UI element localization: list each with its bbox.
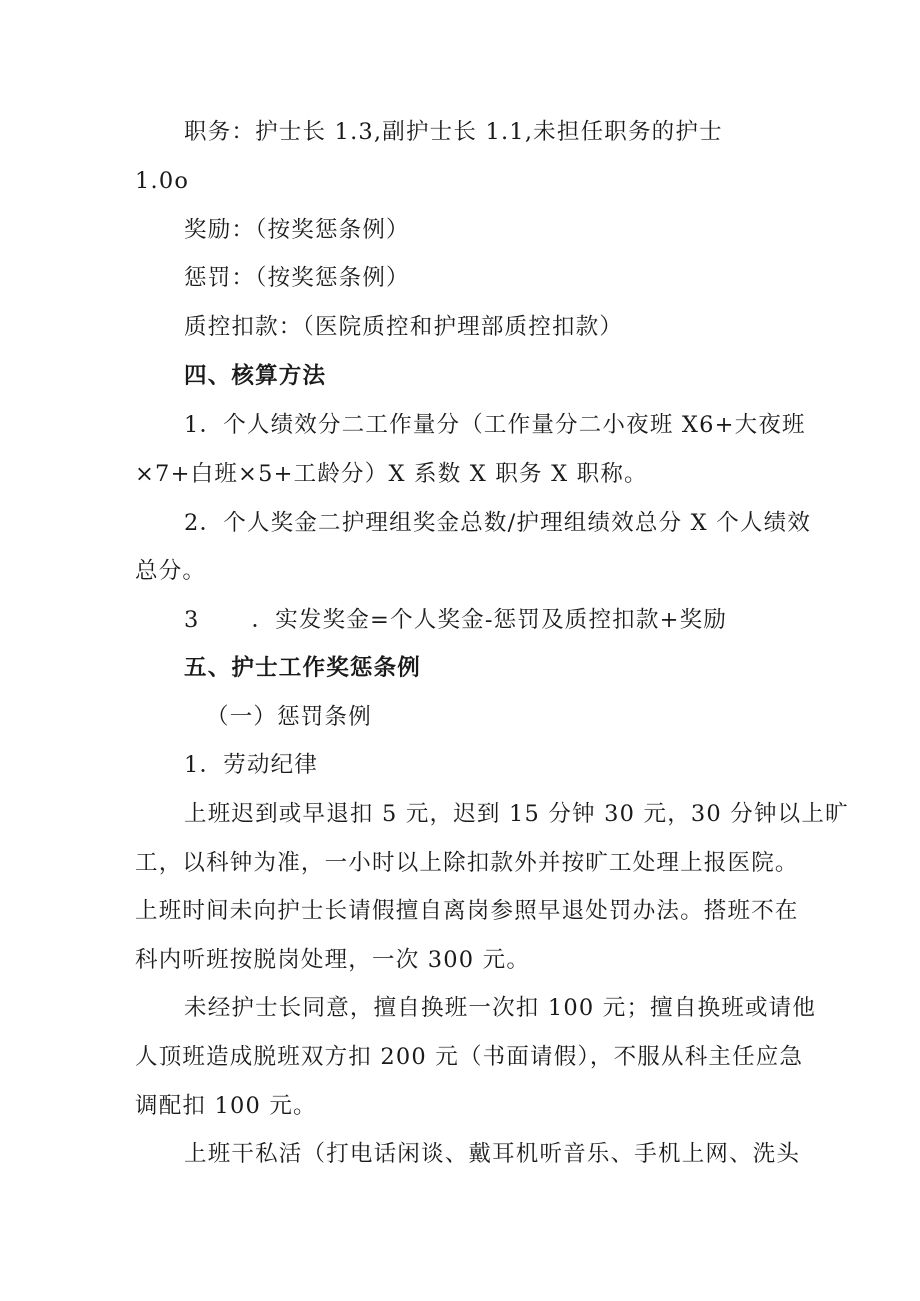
line-text: 工，以科钟为准，一小时以上除扣款外并按旷工处理上报医院。	[135, 850, 799, 876]
text-line-item-1-cont	[0, 454, 920, 494]
line-text: 上班时间未向护士长请假擅自离岗参照早退处罚办法。搭班不在	[135, 898, 799, 924]
subheading-labor-discipline	[0, 745, 920, 785]
line-text: ×7+白班×5+工龄分）X 系数 X 职务 X 职称。	[135, 461, 648, 487]
heading-text: 四、核算方法	[184, 363, 327, 389]
heading-text: 五、护士工作奖惩条例	[184, 655, 422, 681]
text-line-item-2-cont	[0, 551, 920, 591]
subheading-text: 1．劳动纪律	[184, 752, 319, 778]
line-text: 人顶班造成脱班双方扣 200 元（书面请假），不服从科主任应急	[135, 1044, 804, 1070]
section-heading-accounting-method	[0, 356, 920, 396]
line-text: 1．个人绩效分二工作量分（工作量分二小夜班 X6+大夜班	[184, 412, 806, 438]
text-line-reward	[0, 210, 920, 250]
text-line-shift-change-cont-1	[0, 1037, 920, 1077]
line-text: 惩罚：（按奖惩条例）	[184, 265, 410, 291]
text-line-late-arrival-cont-2	[0, 891, 920, 931]
subheading-penalty-rules	[0, 697, 920, 737]
text-line-late-arrival	[0, 794, 920, 834]
line-text: 上班干私活（打电话闲谈、戴耳机听音乐、手机上网、洗头	[184, 1141, 801, 1167]
line-text: 质控扣款：（医院质控和护理部质控扣款）	[184, 314, 624, 340]
text-line-item-1	[0, 405, 920, 445]
line-text: 2．个人奖金二护理组奖金总数/护理组绩效总分 X 个人绩效	[184, 510, 812, 536]
section-heading-reward-penalty-rules	[0, 648, 920, 688]
line-text: 未经护士长同意，擅自换班一次扣 100 元；擅自换班或请他	[184, 995, 817, 1021]
line-text: 职务：护士长 1.3,副护士长 1.1,未担任职务的护士	[184, 119, 723, 145]
text-line-private-activities	[0, 1134, 920, 1174]
text-line-position-factor-end	[0, 161, 920, 201]
text-line-late-arrival-cont-1	[0, 843, 920, 883]
text-line-position-factor	[0, 112, 920, 152]
line-text: 总分。	[135, 558, 207, 584]
subheading-text: （一）惩罚条例	[206, 704, 372, 730]
text-line-late-arrival-cont-3	[0, 940, 920, 980]
line-text: 调配扣 100 元。	[135, 1093, 317, 1119]
text-line-quality-deduction	[0, 307, 920, 347]
text-line-penalty	[0, 258, 920, 298]
item-number: 3	[184, 607, 200, 633]
text-line-item-3	[0, 600, 920, 640]
text-line-shift-change	[0, 988, 920, 1028]
line-text: ．实发奖金=个人奖金-惩罚及质控扣款+奖励	[251, 607, 728, 633]
line-text: 上班迟到或早退扣 5 元，迟到 15 分钟 30 元，30 分钟以上旷	[184, 801, 849, 827]
text-line-shift-change-cont-2	[0, 1086, 920, 1126]
line-text: 科内听班按脱岗处理，一次 300 元。	[135, 947, 531, 973]
text-line-item-2	[0, 503, 920, 543]
line-text: 1.0o	[135, 168, 190, 194]
line-text: 奖励：（按奖惩条例）	[184, 217, 410, 243]
